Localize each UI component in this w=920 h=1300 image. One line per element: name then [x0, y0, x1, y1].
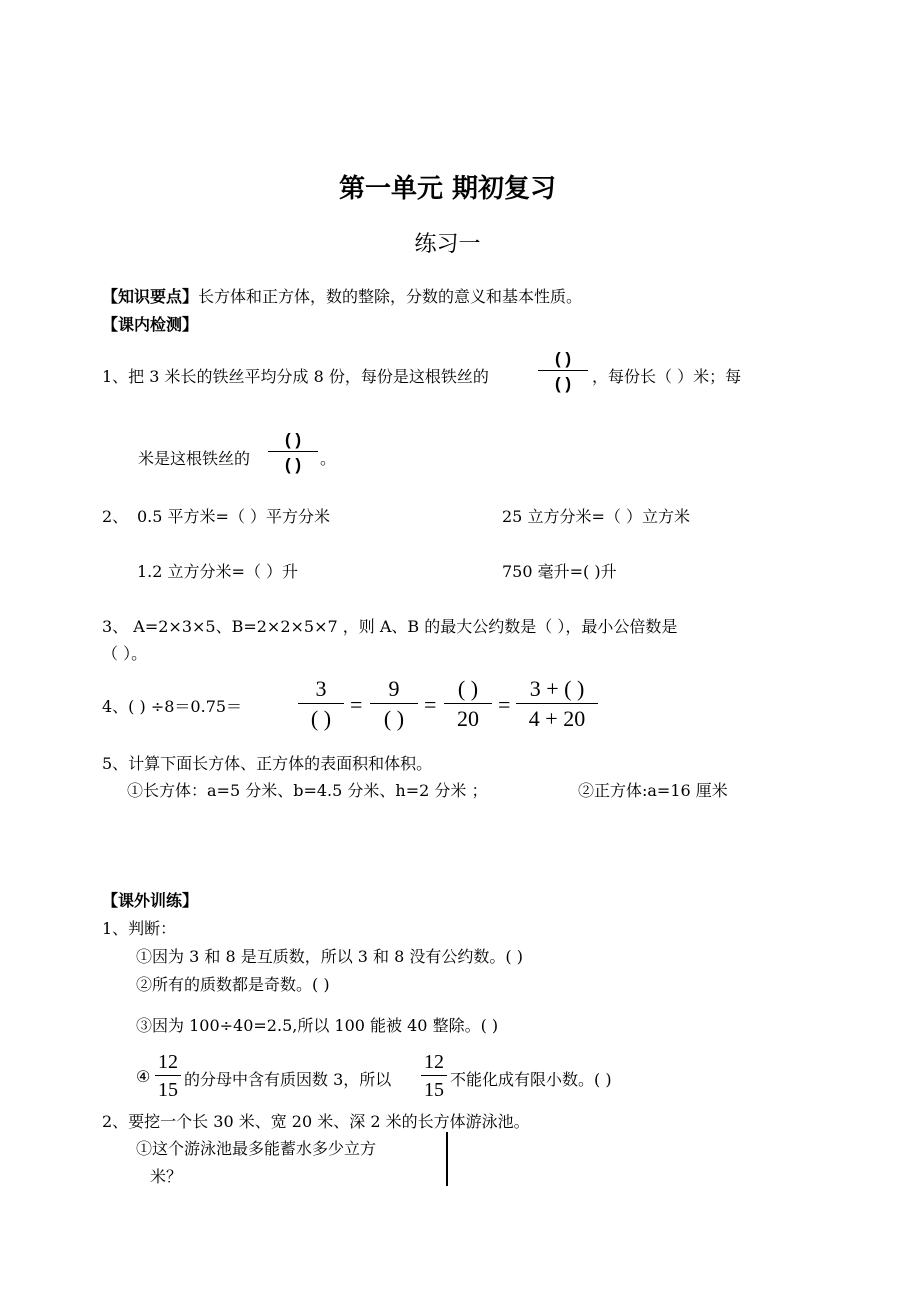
fraction-bar: [516, 703, 598, 704]
fraction-bar: [444, 703, 492, 704]
extra-q1-item-4-prefix: ④: [136, 1067, 151, 1086]
page-title: 第一单元 期初复习: [338, 174, 557, 204]
q4-fraction-3-denominator: 20: [457, 706, 479, 731]
q3-line-1: 3、 A=2×3×5、B=2×2×5×7 ，则 A、B 的最大公约数是（ ），最小公倍数是: [102, 617, 678, 636]
extra-q2-item-1-cont: 米？: [150, 1167, 183, 1186]
q4-fraction-2: [370, 678, 418, 730]
answer-divider-line: [446, 1132, 448, 1186]
knowledge-line: [102, 284, 582, 307]
in-class-label: 【课内检测】: [102, 315, 199, 334]
q1-line-2: 米是这根铁丝的: [138, 449, 251, 468]
q1-part-a: 1、把 3 米长的铁丝平均分成 8 份，每份是这根铁丝的: [102, 367, 489, 386]
extra-q2-title: 2、要挖一个长 30 米、宽 20 米、深 2 米的长方体游泳池。: [102, 1112, 530, 1131]
extra-q2-item-1: ①这个游泳池最多能蓄水多少立方: [136, 1139, 377, 1158]
extra-q1-fraction-2: [421, 1052, 447, 1100]
extra-q1-item-1: ①因为 3 和 8 是互质数，所以 3 和 8 没有公约数。( ): [136, 947, 523, 966]
knowledge-label: 【知识要点】: [102, 287, 199, 306]
q4-fraction-4-denominator: 4 + 20: [528, 706, 586, 731]
q4-fraction-1: [298, 678, 344, 730]
q3-line-2: （ ）。: [102, 644, 148, 663]
fraction-bar: [155, 1075, 181, 1076]
fraction-bar: [268, 451, 318, 452]
extra-q1-item-3: ③因为 100÷40=2.5,所以 100 能被 40 整除。( ): [136, 1016, 499, 1035]
q4-fraction-1-denominator: ( ): [310, 706, 332, 731]
q4-fraction-3-numerator: ( ): [457, 676, 479, 701]
extra-q1-fraction-1: [155, 1052, 181, 1100]
extra-q1-item-4-suffix: 不能化成有限小数。( ): [450, 1070, 612, 1089]
extra-q1-fraction-2-numerator: 12: [424, 1051, 444, 1073]
q2-item-d: 750 毫升=( )升: [502, 562, 617, 581]
extra-label: 【课外训练】: [102, 891, 199, 910]
extra-q1-title: 1、判断：: [102, 919, 177, 938]
knowledge-text: 长方体和正方体，数的整除，分数的意义和基本性质。: [198, 287, 583, 306]
extra-q1-fraction-1-numerator: 12: [158, 1051, 178, 1073]
q4-fraction-4: [516, 678, 598, 730]
q4-fraction-2-denominator: ( ): [383, 706, 405, 731]
fraction-bar: [421, 1075, 447, 1076]
q5-item-b: ②正方体:a=16 厘米: [578, 781, 728, 800]
q1-fraction-2-denominator: ( ): [284, 455, 302, 474]
equals-sign: =: [424, 692, 437, 717]
q4-fraction-1-numerator: 3: [315, 676, 327, 701]
extra-q1-item-4-middle: 的分母中含有质因数 3，所以: [184, 1070, 392, 1089]
q1-fraction-2: [268, 431, 318, 473]
q1-fraction-1-numerator: ( ): [554, 349, 572, 368]
fraction-bar: [298, 703, 344, 704]
equals-sign: =: [498, 692, 511, 717]
q4-fraction-4-numerator: 3 + ( ): [529, 676, 585, 701]
fraction-bar: [370, 703, 418, 704]
q1-fraction-1: [538, 350, 588, 392]
page-subtitle: 练习一: [414, 232, 481, 257]
q4-fraction-2-numerator: 9: [388, 676, 400, 701]
q1-fraction-1-denominator: ( ): [554, 374, 572, 393]
q2-item-b: 25 立方分米=（ ）立方米: [502, 507, 690, 526]
equals-sign: =: [350, 692, 363, 717]
q1-part-b: ，每份长（ ）米；每: [592, 367, 742, 386]
q1-end: 。: [320, 449, 337, 468]
q1-fraction-2-numerator: ( ): [284, 430, 302, 449]
fraction-bar: [538, 370, 588, 371]
q2-item-a: 0.5 平方米=（ ）平方分米: [137, 507, 331, 526]
extra-q1-item-2: ②所有的质数都是奇数。( ): [136, 975, 330, 994]
q4-fraction-3: [444, 678, 492, 730]
extra-q1-fraction-2-denominator: 15: [424, 1079, 444, 1101]
q5-item-a: ①长方体：a=5 分米、b=4.5 分米、h=2 分米 ；: [127, 781, 488, 800]
extra-q1-fraction-1-denominator: 15: [158, 1079, 178, 1101]
q2-number: 2、: [102, 507, 129, 526]
q4-lead: 4、( ) ÷8＝0.75＝: [102, 697, 243, 716]
q2-item-c: 1.2 立方分米=（ ）升: [137, 562, 299, 581]
q5-line-1: 5、计算下面长方体、正方体的表面积和体积。: [102, 754, 433, 773]
